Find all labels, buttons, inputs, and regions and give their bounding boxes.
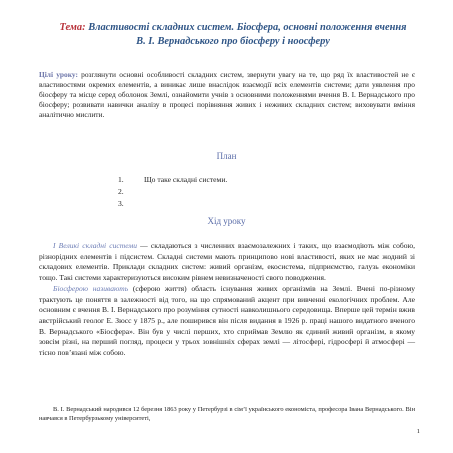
term-biosphere: Біосферою називають (53, 283, 129, 293)
paragraph-biosphere: Біосферою називають (сферою життя) область існування живих організмів на Землі. Вчені по-різному трактують це поняття в залежності від того, на що спрямований акцент при вивченні екологічних проблем. Але основним є вчення В. І. Вернадського про розуміння сутності навколишнього середовища. Вперше цей термін вжив австрійський геолог Е. Зюсс у 1875 р., але поширився він після видання в 1926 р. праці нашого видатного вченого В. Вернадського «Біосфера». Він був у числі перших, хто сприймав Землю як єдиний живий організм, в якому зовсім різні, на перший погляд, процеси у трьох зовнішніх сферах землі — літосфері, гідросфері й атмосфері — тісно пов’язані між собою. (39, 283, 415, 358)
lesson-aims (39, 70, 415, 120)
plan-item: 3. (118, 199, 124, 208)
aims-label: Цілі уроку: (39, 70, 78, 79)
plan-list (118, 174, 378, 210)
title-label: Тема: (59, 22, 86, 33)
paragraph-complex-systems: І Великі складні системи — складаються з численних взаємозалежних і таких, що взаємодіють між собою, різнорідних елементів і підсистем. Складні системи мають принципово нові властивості, яких не має жодний зі складових елементів. Приклади складних систем: живий організм, екосистема, підприємство, галузь економіки тощо. Такі системи характеризуються високим рівнем невизначеності свого поводження. (39, 241, 416, 283)
title-text: Властивості складних систем. Біосфера, основні положення вчення В. І. Вернадського про біосферу і ноосферу (85, 22, 407, 47)
page-number: 1 (416, 428, 420, 435)
lesson-title (58, 21, 408, 49)
plan-item: 1. Що таке складні системи. (118, 175, 228, 184)
term-complex-systems: І Великі складні системи (53, 241, 137, 250)
lesson-body (39, 241, 415, 359)
aims-text: розглянути основні особливості складних систем, звернути увагу на те, що ряд їх властивостей не є властивостями окремих елементів, а виникає лише внаслідок взаємодії всіх елементів системи; дати уявлення про біосферу та місце серед оболонок Землі, ознайомити учнів з основними положеннями вчення В. І. Вернадського про біосферу; розвивати навички аналізу в процесі порівняння живих і неживих складних систем; виховувати вміння аналітично мислити. (39, 70, 415, 120)
footnote: В. І. Вернадський народився 12 березня 1863 року у Петербурзі в сім’ї українського економіста, професора Івана Вернадського. Він навчався в Петербурзькому університеті, (39, 406, 415, 423)
lesson-course-heading: Хід уроку (207, 216, 246, 226)
plan-item: 2. (118, 187, 124, 196)
plan-heading: План (216, 151, 237, 161)
